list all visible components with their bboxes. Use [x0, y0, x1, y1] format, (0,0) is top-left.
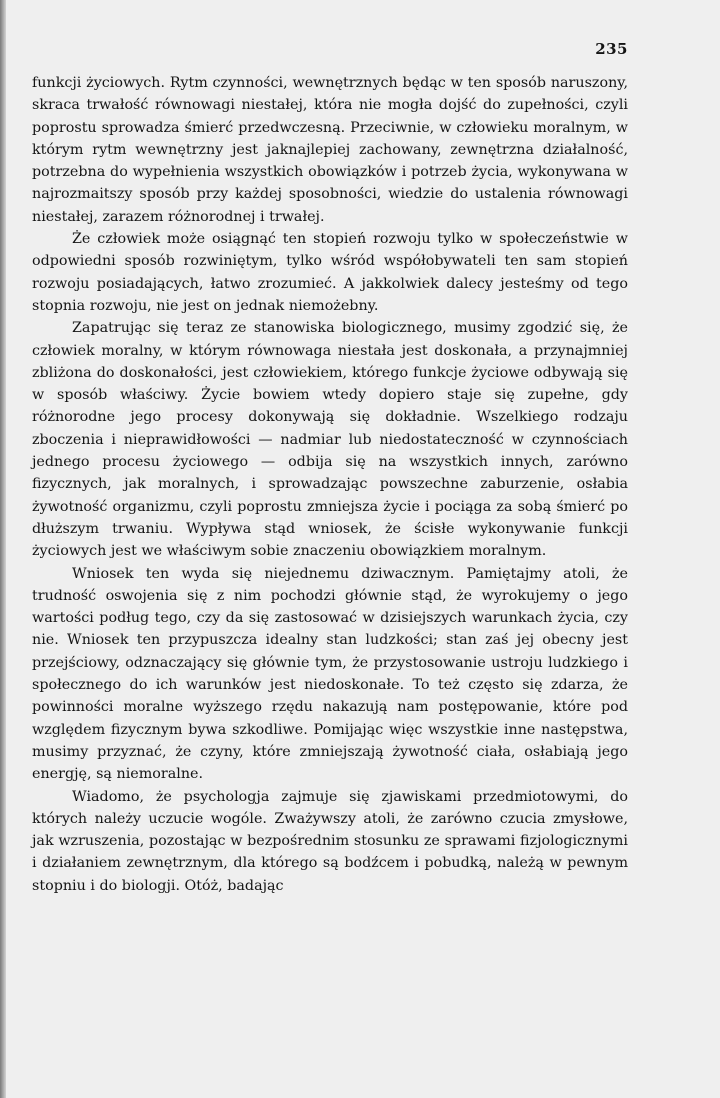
- paragraph-4: Wniosek ten wyda się niejednemu dziwacznym. Pamiętajmy atoli, że trudność oswojenia się z nim pochodzi głównie stąd, że wyrokujemy o jego wartości podług tego, czy da się zastosować w dzisiejszych warunkach życia, czy nie. Wniosek ten przypuszcza idealny stan ludzkości; stan zaś jej obecny jest przejściowy, odznaczający się głównie tym, że przystosowanie ustroju ludzkiego i społecznego do ich warunków jest niedoskonałe. To też często się zdarza, że powinności moralne wyższego rzędu nakazują nam postępowanie, które pod względem fizycznym bywa szkodliwe. Pomijając więc wszystkie inne następstwa, musimy przyznać, że czyny, które zmniejszają żywotność ciała, osłabiają jego energję, są niemoralne.: [32, 565, 628, 783]
- paragraph-5: Wiadomo, że psychologja zajmuje się zjawiskami przedmiotowymi, do których należy uczucie wogóle. Zważywszy atoli, że zarówno czucia zmysłowe, jak wzruszenia, pozostając w bezpośrednim stosunku ze sprawami fizjologicznymi i działaniem zewnętrznym, dla którego są bodźcem i pobudką, należą w pewnym stopniu i do biologji. Otóż, badając: [32, 788, 628, 894]
- scan-edge: [0, 0, 6, 1098]
- page-number: 235: [595, 40, 628, 58]
- paragraph-2: Że człowiek może osiągnąć ten stopień rozwoju tylko w społeczeństwie w odpowiedni sposób rozwiniętym, tylko wśród współobywateli ten sam stopień rozwoju posiadających, łatwo zrozumieć. A jakkolwiek dalecy jesteśmy od tego stopnia rozwoju, nie jest on jednak niemożebny.: [32, 231, 628, 314]
- paragraph-1: funkcji życiowych. Rytm czynności, wewnętrznych będąc w ten sposób naruszony, skraca trwałość równowagi niestałej, która nie mogła dojść do zupełności, czyli poprostu sprowadza śmierć przedwczesną. Przeciwnie, w człowieku moralnym, w którym rytm wewnętrzny jest jaknajlepiej zachowany, zewnętrzna działalność, potrzebna do wypełnienia wszystkich obowiązków i potrzeb życia, wykonywana w najrozmaitszy sposób przy każdej sposobności, wiedzie do ustalenia równowagi niestałej, zarazem różnorodnej i trwałej.: [32, 75, 628, 225]
- paragraph-3: Zapatrując się teraz ze stanowiska biologicznego, musimy zgodzić się, że człowiek moralny, w którym równowaga niestała jest doskonała, a przynajmniej zbliżona do doskonałości, jest człowiekiem, którego funkcje życiowe odbywają się w sposób właściwy. Życie bowiem wtedy dopiero staje się zupełne, gdy różnorodne jego procesy dokonywają się dokładnie. Wszelkiego rodzaju zboczenia i nieprawidłowości — nadmiar lub niedostateczność w czynnościach jednego procesu życiowego — odbija się na wszystkich innych, zarówno fizycznych, jak moralnych, i sprowadzając powszechne zaburzenie, osłabia żywotność organizmu, czyli poprostu zmniejsza życie i pociąga za sobą śmierć po dłuższym trwaniu. Wypływa stąd wniosek, że ścisłe wykonywanie funkcji życiowych jest we właściwym sobie znaczeniu obowiązkiem moralnym.: [32, 320, 628, 560]
- page-body: [32, 72, 628, 897]
